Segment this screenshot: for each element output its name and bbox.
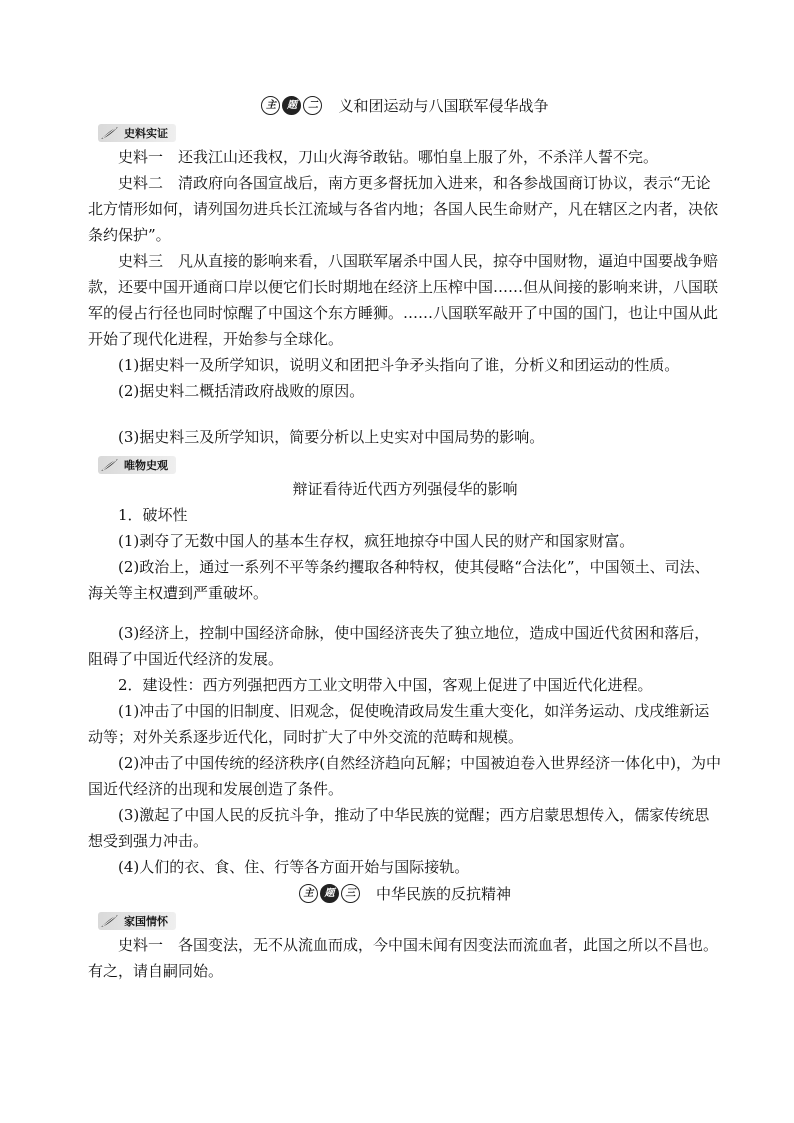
- question: (3)据史料三及所学知识，简要分析以上史实对中国局势的影响。: [118, 428, 545, 446]
- section-tag: [98, 124, 176, 142]
- list-item: (1)冲击了中国的旧制度、旧观念，促使晚清政局发生重大变化，如洋务运动、戊戌维新运动等；对外关系逐步近代化，同时扩大了中外交流的范畴和规模。: [88, 702, 710, 746]
- section-tag-label: 史料实证: [124, 127, 168, 140]
- list-item: (3)经济上，控制中国经济命脉，使中国经济丧失了独立地位，造成中国近代贫困和落后， 阻碍了中国近代经济的发展。: [88, 624, 732, 668]
- source-paragraph: 史料一 各国变法，无不从流血而成，今中国未闻有因变法而流血者，此国之所以不昌也。有之，请自嗣同始。: [88, 936, 719, 980]
- list-item: (4)人们的衣、食、住、行等各方面开始与国际接轨。: [118, 858, 470, 876]
- badge-char: 题: [282, 96, 301, 115]
- question: (2)据史料二概括清政府战败的原因。: [118, 382, 365, 400]
- topic-heading-2: [88, 92, 722, 118]
- source-paragraph: 史料二 清政府向各国宣战后，南方更多督抚加入进来，和各参战国商订协议，表示“无论北方情形如何，请列国勿进兵长江流域与各省内地；各国人民生命财产，凡在辖区之内者，决依条约保护”。: [88, 174, 719, 244]
- quill-feather-icon: [100, 458, 120, 472]
- topic-title: 中华民族的反抗精神: [375, 884, 511, 903]
- section-heading: 辩证看待近代西方列强侵华的影响: [292, 480, 518, 498]
- topic-badge: [299, 884, 362, 903]
- quill-feather-icon: [100, 126, 120, 140]
- list-item: (2)冲击了中国传统的经济秩序(自然经济趋向瓦解；中国被迫卷入世界经济一体化中)，为中国近代经济的出现和发展创造了条件。: [88, 754, 721, 798]
- quill-feather-icon: [100, 914, 120, 928]
- topic-title: 义和团运动与八国联军侵华战争: [338, 96, 549, 115]
- list-item: (1)剥夺了无数中国人的基本生存权，疯狂地掠夺中国人民的财产和国家财富。: [118, 532, 635, 550]
- topic-badge: [261, 96, 324, 115]
- badge-char: 二: [303, 96, 322, 115]
- source-paragraph: 史料三 凡从直接的影响来看，八国联军屠杀中国人民，掠夺中国财物，逼迫中国要战争赔款，还要中国开通商口岸以便它们长时期地在经济上压榨中国……但从间接的影响来讲，八国联军的侵占行径也同时惊醒了中国这个东方睡狮。……八国联军敲开了中国的国门，也让中国从此开始了现代化进程，开始参与全球化。: [88, 252, 719, 348]
- section-tag: [98, 912, 176, 930]
- subsection-title: 2．建设性：西方列强把西方工业文明带入中国，客观上促进了中国近代化进程。: [118, 676, 653, 694]
- subsection-title: 1．破坏性: [118, 506, 188, 524]
- badge-char: 三: [341, 884, 360, 903]
- list-item: (2)政治上，通过一系列不平等条约攫取各种特权，使其侵略“合法化”，中国领土、司法、海关等主权遭到严重破坏。: [88, 558, 710, 602]
- topic-heading-3: [88, 880, 722, 906]
- section-tag: [98, 456, 176, 474]
- section-tag-label: 唯物史观: [124, 459, 168, 472]
- section-tag-label: 家国情怀: [124, 915, 168, 928]
- list-item: (3)激起了中国人民的反抗斗争，推动了中华民族的觉醒；西方启蒙思想传入，儒家传统思想受到强力冲击。: [88, 806, 710, 850]
- badge-char: 主: [261, 96, 280, 115]
- document-content: [88, 92, 732, 984]
- badge-char: 题: [320, 884, 339, 903]
- question: (1)据史料一及所学知识，说明义和团把斗争矛头指向了谁，分析义和团运动的性质。: [118, 356, 680, 374]
- source-paragraph: 史料一 还我江山还我权，刀山火海爷敢钻。哪怕皇上服了外，不杀洋人誓不完。: [118, 148, 659, 166]
- badge-char: 主: [299, 884, 318, 903]
